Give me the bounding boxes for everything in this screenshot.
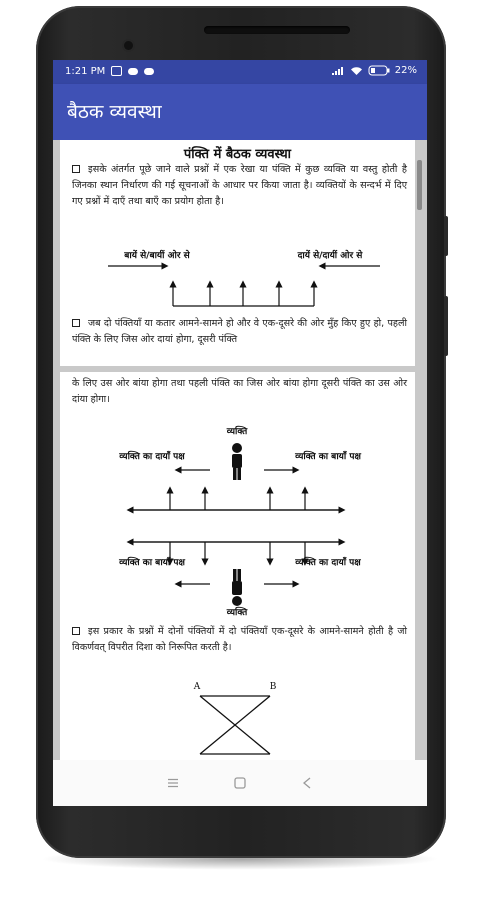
recents-button[interactable]: [163, 773, 183, 793]
volume-button: [444, 216, 448, 256]
earpiece-speaker: [204, 26, 350, 34]
label-person-top: व्यक्ति: [226, 427, 248, 437]
paragraph-two-rows: [72, 316, 407, 348]
back-button[interactable]: [297, 773, 317, 793]
wifi-icon: [350, 66, 363, 76]
paragraph-diagonal: [72, 624, 407, 656]
phone-screen: [53, 60, 427, 806]
chat-icon: [144, 68, 154, 75]
document-page-2: [60, 372, 415, 760]
scrollbar-thumb[interactable]: [417, 160, 422, 210]
checkbox-bullet-icon: [72, 627, 80, 635]
label-person-bottom: व्यक्ति: [226, 608, 248, 618]
home-icon: [234, 777, 246, 789]
signal-icon: [331, 66, 345, 76]
point-a-label: A: [193, 682, 201, 692]
notification-icons: [111, 66, 154, 76]
front-camera-icon: [124, 41, 133, 50]
status-time: 1:21 PM: [65, 66, 106, 77]
label-from-right: दायें से/दायीं ओर से: [297, 251, 363, 261]
battery-percent: 22%: [394, 65, 417, 76]
back-icon: [302, 777, 312, 789]
app-title: बैठक व्यवस्था: [67, 101, 162, 123]
home-button[interactable]: [230, 773, 250, 793]
hourglass-diagram: [200, 696, 270, 754]
person-bottom-icon: [232, 569, 242, 606]
label-from-left: बायें से/बायीं ओर से: [124, 251, 190, 261]
person-top-icon: [232, 443, 242, 480]
label-top-left-side: व्यक्ति का दायाँ पक्ष: [119, 452, 185, 462]
label-top-right-side: व्यक्ति का बायाँ पक्ष: [295, 452, 361, 462]
message-icon: [128, 68, 138, 75]
status-bar: [53, 60, 427, 84]
paragraph-continued: के लिए उस ओर बांया होगा तथा पहली पंक्ति का जिस ओर बांया होगा दूसरी पंक्ति का उस ओर दांया होगा।: [72, 378, 407, 405]
recents-icon: [167, 778, 179, 788]
page-heading: पंक्ति में बैठक व्यवस्था: [183, 147, 292, 162]
paragraph-intro-text: इसके अंतर्गत पूछे जाने वाले प्रश्नों में एक रेखा या पंक्ति में कुछ व्यक्ति या वस्तु होती है जिनका स्थान निर्धारण की गई सूचनाओं के आधार पर किया जाता है। व्यक्तियों के सन्दर्भ में दिए गए प्रश्नों में दाएँ तथा बाएँ का प्रयोग होता है।: [72, 164, 407, 207]
document-viewer[interactable]: [53, 140, 427, 760]
battery-icon: [368, 65, 390, 76]
paragraph-diagonal-text: इस प्रकार के प्रश्नों में दोनों पंक्तियों में दो पंक्तियाँ एक-दूसरे के आमने-सामने होती है जो विकर्णवत् विपरीत दिशा को निरूपित करती है।: [72, 626, 407, 653]
system-icons: [331, 65, 417, 76]
sim-icon: [111, 66, 122, 76]
checkbox-bullet-icon: [72, 319, 80, 327]
navigation-bar: [53, 760, 427, 806]
document-page-1: [60, 140, 415, 366]
label-bottom-right-side: व्यक्ति का दायाँ पक्ष: [295, 558, 361, 568]
paragraph-two-rows-text: जब दो पंक्तियाँ या कतार आमने-सामने हो और वे एक-दूसरे की ओर मुँह किए हुए हो, पहली पंक्ति के लिए जिस ओर दायां होगा, दूसरी पंक्ति: [72, 318, 407, 345]
facing-rows-diagram: [60, 372, 415, 760]
power-button: [444, 296, 448, 356]
label-bottom-left-side: व्यक्ति का बायाँ पक्ष: [119, 558, 185, 568]
point-b-label: B: [269, 682, 277, 692]
app-bar: [53, 84, 427, 140]
